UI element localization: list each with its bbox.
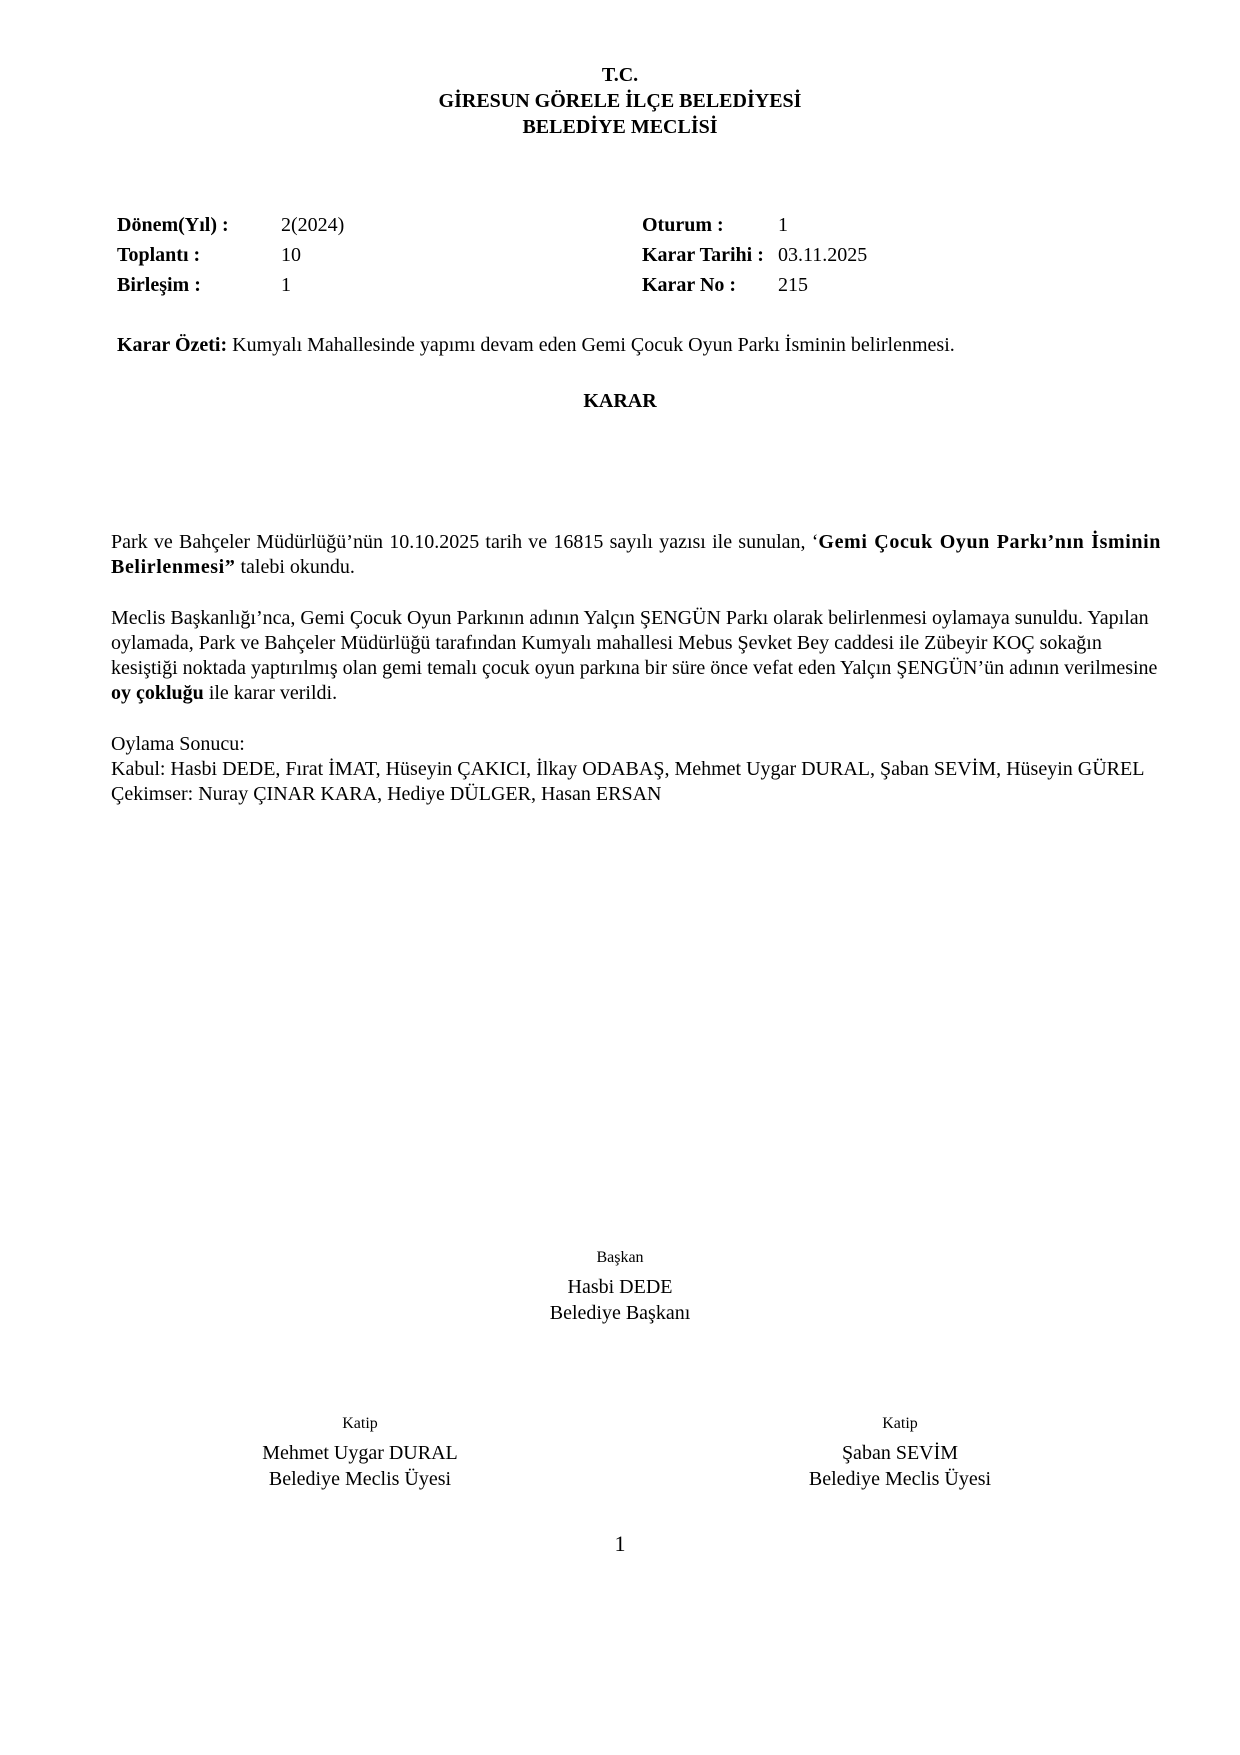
clerk-1-role: Katip [342,1415,378,1432]
karar-tarihi-label: Karar Tarihi : [642,244,764,266]
karar-no-label: Karar No : [642,274,737,296]
paragraph-request-text: Park ve Bahçeler Müdürlüğü’nün 10.10.2025 tarih ve 16815 sayılı yazısı ile sunulan, ‘ [111,531,819,553]
paragraph-request-tail: talebi okundu. [235,556,355,578]
vote-accept: Kabul: Hasbi DEDE, Fırat İMAT, Hüseyin ÇAKICI, İlkay ODABAŞ, Mehmet Uygar DURAL, Şaban SEVİM, Hüseyin GÜREL [111,758,1145,780]
vote-heading: Oylama Sonucu: [111,733,245,755]
paragraph-decision-emphasis: oy çokluğu [111,682,204,704]
karar-tarihi-value: 03.11.2025 [778,244,868,266]
toplanti-label: Toplantı : [117,244,201,266]
clerk-2-name: Şaban SEVİM [841,1442,959,1464]
meta-right-labels [642,210,764,300]
decision-summary [117,333,955,358]
donem-label: Dönem(Yıl) : [117,214,229,236]
oturum-value: 1 [778,214,788,236]
paragraph-decision [111,606,1161,706]
paragraph-decision-tail: ile karar verildi. [203,682,338,704]
signature-clerk-1 [210,1413,510,1492]
donem-value: 2(2024) [281,214,345,236]
header-council: BELEDİYE MECLİSİ [522,116,718,138]
vote-abstain: Çekimser: Nuray ÇINAR KARA, Hediye DÜLGER, Hasan ERSAN [111,783,662,805]
birlesim-label: Birleşim : [117,274,201,296]
clerk-1-title: Belediye Meclis Üyesi [268,1468,452,1490]
clerk-1-name: Mehmet Uygar DURAL [262,1442,458,1464]
paragraph-request [111,530,1161,580]
birlesim-value: 1 [281,274,291,296]
clerk-2-title: Belediye Meclis Üyesi [808,1468,992,1490]
chairman-title: Belediye Başkanı [549,1302,691,1324]
meta-right-values [778,210,867,300]
toplanti-value: 10 [281,244,301,266]
header-municipality: GİRESUN GÖRELE İLÇE BELEDİYESİ [438,90,802,112]
decision-title: KARAR [583,390,657,412]
decision-summary-text: Kumyalı Mahallesinde yapımı devam eden Gemi Çocuk Oyun Parkı İsminin belirlenmesi. [227,334,955,356]
decision-summary-label: Karar Özeti: [117,334,228,356]
clerk-2-role: Katip [882,1415,918,1432]
meta-left-values [281,210,344,300]
signature-clerk-2 [750,1413,1050,1492]
oturum-label: Oturum : [642,214,724,236]
meta-left-labels [117,210,229,300]
chairman-name: Hasbi DEDE [567,1276,673,1298]
karar-no-value: 215 [778,274,808,296]
signature-chairman [470,1247,770,1326]
paragraph-decision-text: Meclis Başkanlığı’nca, Gemi Çocuk Oyun Parkının adının Yalçın ŞENGÜN Parkı olarak belirlenmesi oylamaya sunuldu. Yapılan oylamada, Park ve Bahçeler Müdürlüğü tarafından Kumyalı mahallesi Mebus Şevket Bey caddesi ile Zübeyir KOÇ sokağın kesiştiği noktada yaptırılmış olan gemi temalı çocuk oyun parkına bir süre önce vefat eden Yalçın ŞENGÜN’ün adının verilmesine [111,607,1158,679]
header-tc: T.C. [601,64,639,86]
paragraph-request-subject: Gemi Çocuk Oyun Parkı’nın İsminin Belirlenmesi” [111,531,1161,578]
page-number: 1 [614,1531,626,1556]
vote-results [111,732,1161,807]
chairman-role: Başkan [596,1249,644,1266]
